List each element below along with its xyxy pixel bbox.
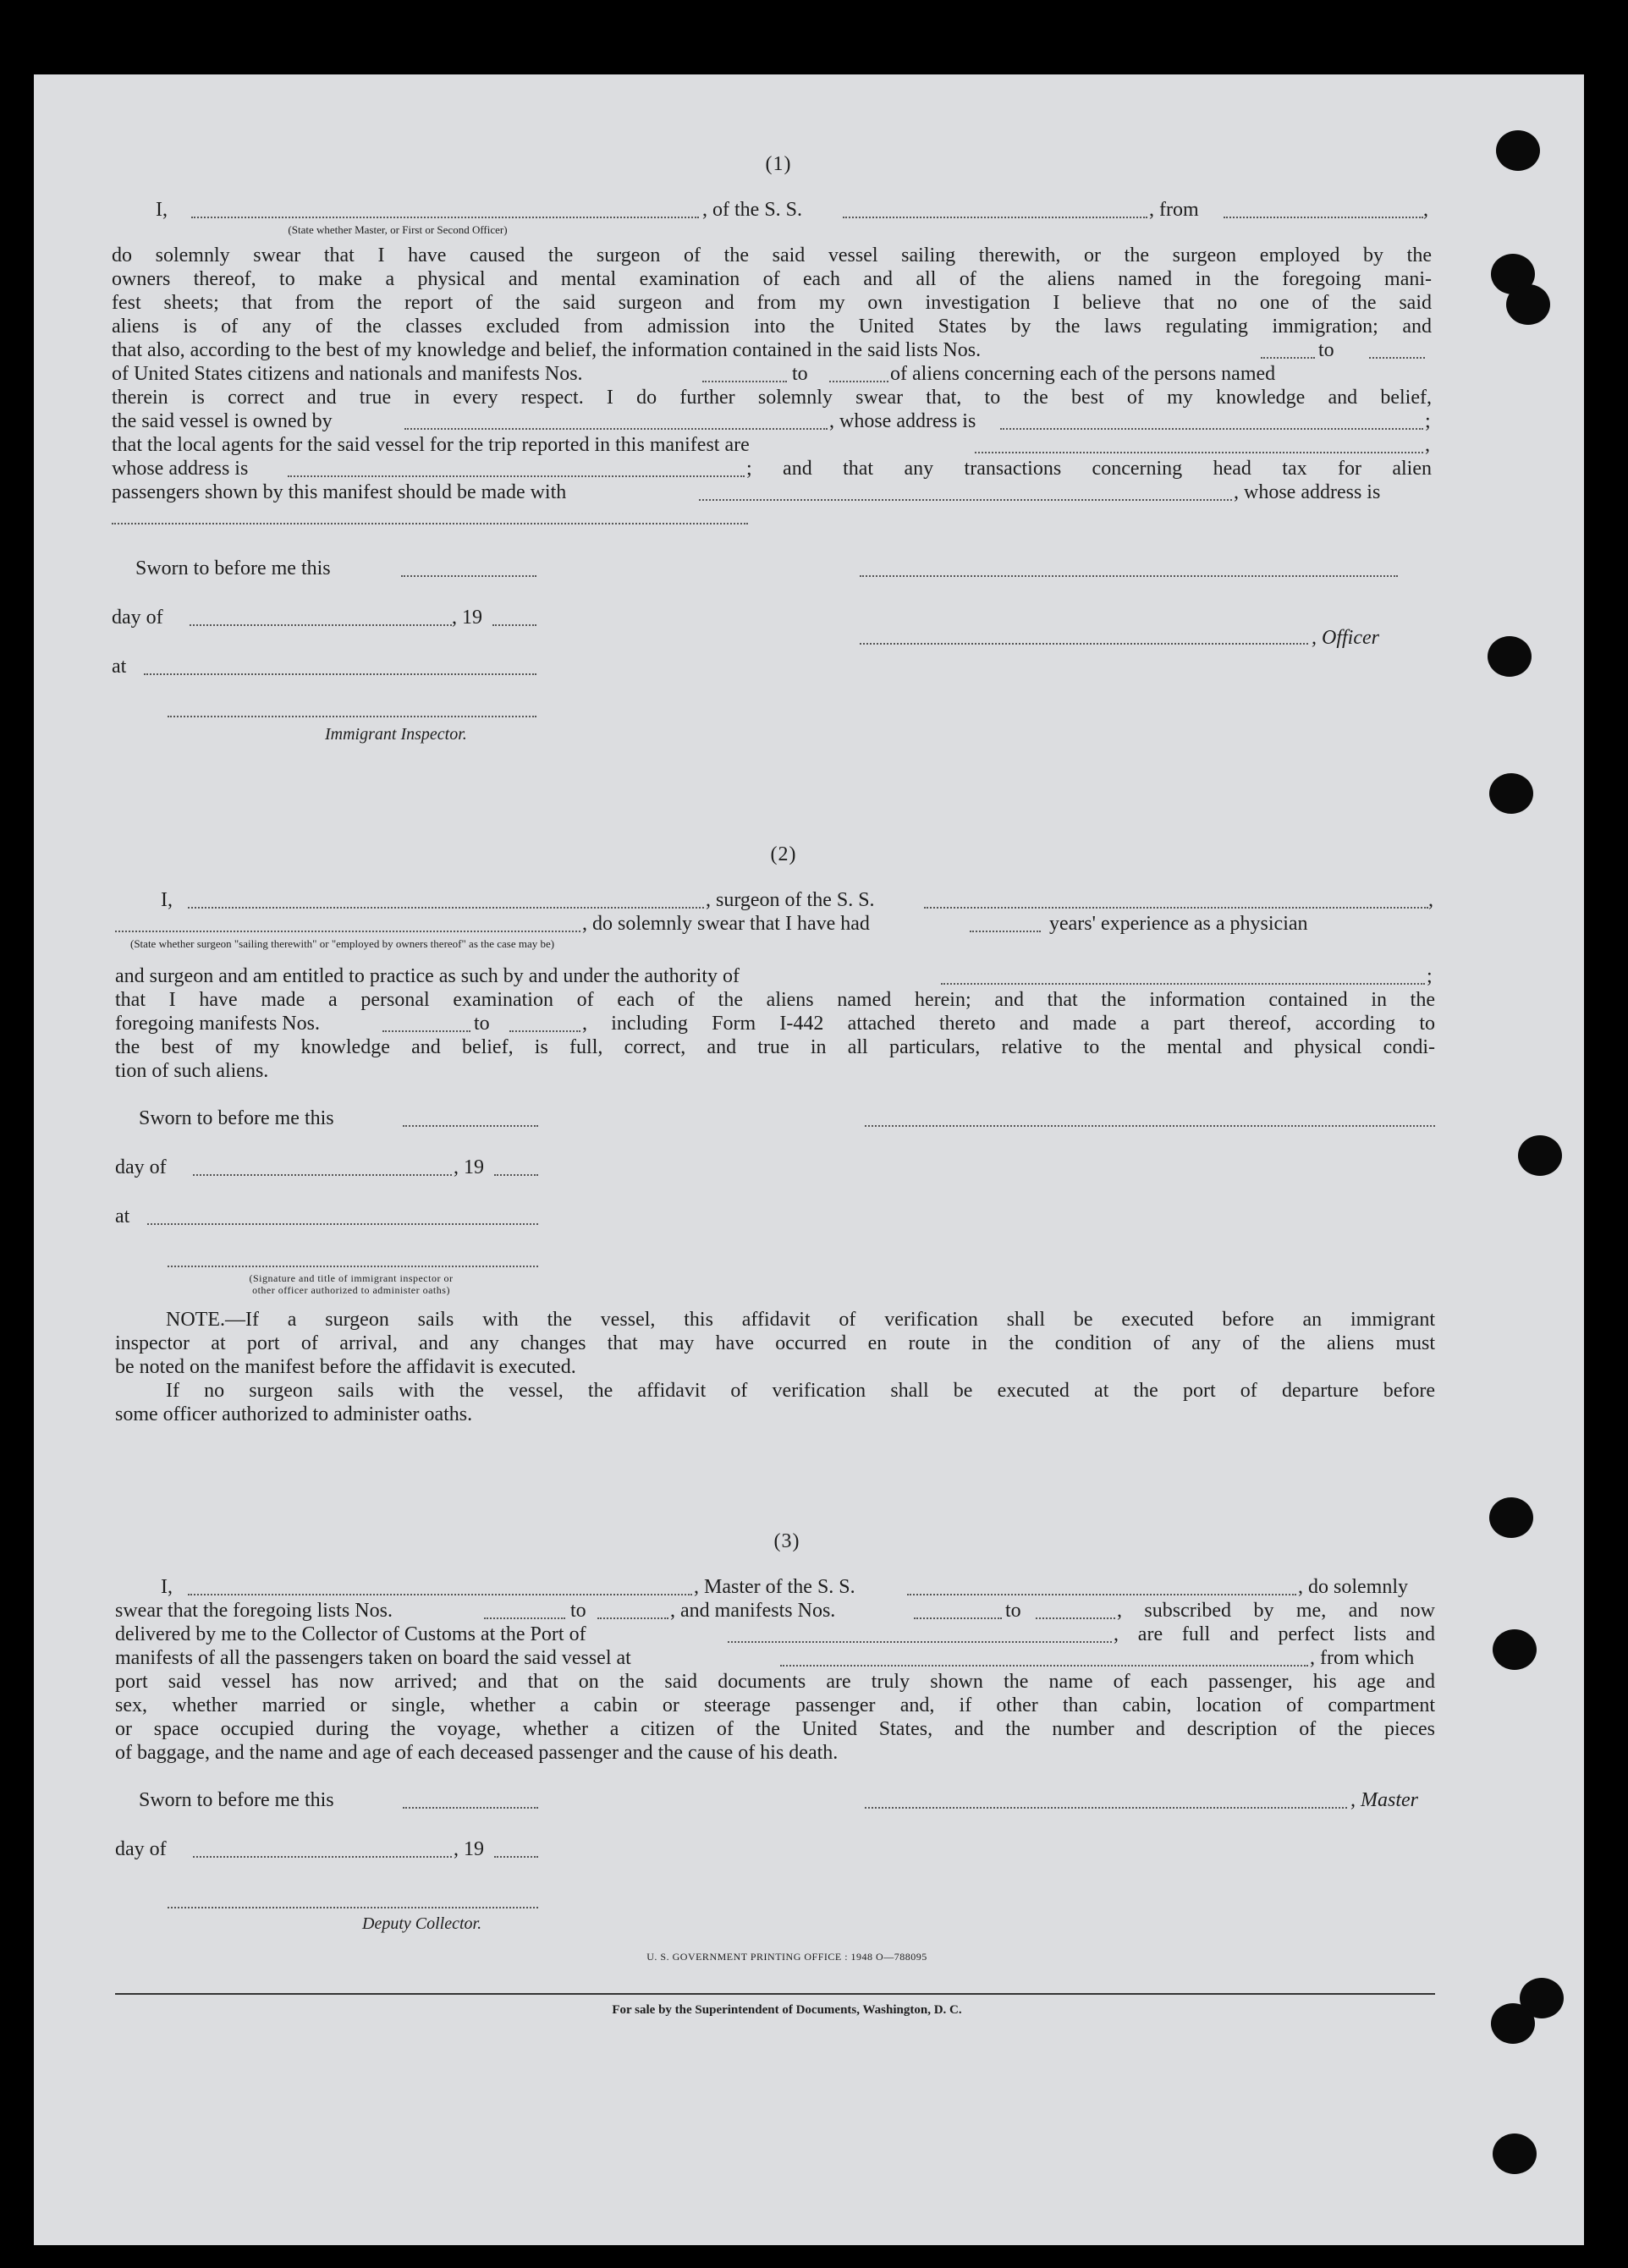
- note-line: inspector at port of arrival, and any changes that may have occurred en route in the condition of any of the aliens must: [115, 1332, 1435, 1354]
- blank-ship-name: [843, 217, 1147, 218]
- section-1-body-line: owners thereof, to make a physical and mental examination of each and all of the aliens named in the foregoing mani-: [112, 268, 1432, 290]
- text: whose address is: [112, 458, 249, 480]
- text: , subscribed by me, and now: [1117, 1600, 1435, 1622]
- section-1-body-line: aliens is of any of the classes excluded from admission into the United States by the laws regulating immigration; and: [112, 316, 1432, 338]
- text: Sworn to before me this: [139, 1107, 334, 1129]
- blank-sworn-date: [403, 1807, 538, 1809]
- section-1-number: (1): [765, 153, 792, 175]
- signature-note: other officer authorized to administer oaths): [252, 1284, 450, 1296]
- note-line: If no surgeon sails with the vessel, the affidavit of verification shall be executed at the port of departure before: [166, 1380, 1435, 1402]
- text: at: [112, 656, 127, 678]
- officer-rank-note: (State whether Master, or First or Second Officer): [288, 223, 508, 236]
- blank-year: [494, 1856, 538, 1858]
- blank-master-name: [188, 1594, 692, 1595]
- text: , and manifests Nos.: [670, 1600, 836, 1622]
- blank-day-month: [190, 624, 452, 626]
- blank-year: [492, 624, 536, 626]
- surgeon-status-note: (State whether surgeon "sailing therewith" or "employed by owners thereof" as the case may be): [130, 937, 555, 950]
- blank-surgeon-manifest-to: [509, 1030, 580, 1032]
- text: Immigrant Inspector.: [325, 725, 467, 744]
- text: delivered by me to the Collector of Customs at the Port of: [115, 1623, 586, 1645]
- text: , from: [1149, 199, 1199, 221]
- section-2-body-line: tion of such aliens.: [115, 1060, 269, 1082]
- printing-office-imprint: U. S. GOVERNMENT PRINTING OFFICE : 1948 O—788095: [646, 1951, 927, 1963]
- text: to: [1005, 1600, 1021, 1622]
- blank-manifest-from: [702, 381, 787, 382]
- blank-sworn-date: [403, 1125, 538, 1127]
- text: to: [570, 1600, 586, 1622]
- text: , Master: [1350, 1789, 1418, 1811]
- blank-sworn-date: [401, 575, 536, 577]
- text: of United States citizens and nationals and manifests Nos.: [112, 363, 583, 385]
- note-line: some officer authorized to administer oaths.: [115, 1403, 473, 1425]
- section-1-body-line: fest sheets; that from the report of the said surgeon and from my own investigation I believe that no one of the said: [112, 292, 1432, 314]
- section-3-body-line: port said vessel has now arrived; and that on the said documents are truly shown the name of each passenger, his age and: [115, 1671, 1435, 1693]
- text: I,: [156, 199, 168, 221]
- note-line: be noted on the manifest before the affidavit is executed.: [115, 1356, 576, 1378]
- punch-hole: [1496, 130, 1540, 171]
- text: ;: [1427, 965, 1433, 987]
- text: to: [792, 363, 808, 385]
- blank-manifests-to: [1036, 1617, 1115, 1619]
- text: I,: [161, 1576, 173, 1598]
- text: years' experience as a physician: [1049, 913, 1308, 935]
- blank-day-month: [193, 1856, 452, 1858]
- text: ,: [1423, 199, 1428, 221]
- text: passengers shown by this manifest should be made with: [112, 481, 567, 503]
- text: day of: [115, 1838, 167, 1860]
- section-1-body-line: therein is correct and true in every respect. I do further solemnly swear that, to the best of my knowledge and belief,: [112, 387, 1432, 409]
- section-3-body-line: sex, whether married or single, whether a cabin or steerage passenger and, if other than cabin, location of compartment: [115, 1694, 1435, 1716]
- text: ; and that any transactions concerning head tax for alien: [746, 458, 1432, 480]
- blank-port: [728, 1641, 1112, 1643]
- punch-hole: [1489, 1497, 1533, 1538]
- text: , do solemnly swear that I have had: [582, 913, 870, 935]
- blank-officer-title: [860, 643, 1308, 645]
- signature-note: (Signature and title of immigrant inspector or: [249, 1272, 454, 1284]
- text: day of: [112, 607, 163, 629]
- blank-lists-to: [597, 1617, 668, 1619]
- section-3-body-line: of baggage, and the name and age of each deceased passenger and the cause of his death.: [115, 1742, 839, 1764]
- blank-master-ship: [907, 1594, 1296, 1595]
- text: ;: [1425, 410, 1431, 432]
- blank-place: [147, 1223, 538, 1225]
- punch-hole: [1488, 636, 1532, 677]
- text: ,: [1428, 889, 1433, 911]
- punch-hole: [1489, 773, 1533, 814]
- text: Deputy Collector.: [362, 1914, 482, 1933]
- text: at: [115, 1205, 130, 1227]
- blank-owner: [404, 428, 828, 430]
- blank-surgeon-status: [115, 931, 580, 932]
- text: , of the S. S.: [702, 199, 803, 221]
- section-2-number: (2): [770, 843, 797, 865]
- form-page: [34, 74, 1584, 2245]
- text: swear that the foregoing lists Nos.: [115, 1600, 393, 1622]
- text: , from which: [1310, 1647, 1415, 1669]
- text: manifests of all the passengers taken on board the said vessel at: [115, 1647, 631, 1669]
- blank-years: [970, 931, 1041, 932]
- punch-hole: [1493, 2133, 1537, 2174]
- blank-boarding-port: [780, 1665, 1308, 1667]
- punch-hole: [1518, 1135, 1562, 1176]
- text: and surgeon and am entitled to practice as such by and under the authority of: [115, 965, 740, 987]
- blank-inspector-signature: [168, 1266, 538, 1267]
- text: to: [474, 1013, 490, 1035]
- punch-hole: [1493, 1629, 1537, 1670]
- section-1-body-line: do solemnly swear that I have caused the surgeon of the said vessel sailing therewith, or the surgeon employed by the: [112, 244, 1432, 266]
- text: of aliens concerning each of the persons named: [890, 363, 1276, 385]
- text: , Officer: [1312, 627, 1379, 649]
- text: the said vessel is owned by: [112, 410, 333, 432]
- punch-hole: [1491, 2003, 1535, 2044]
- blank-officer-name: [191, 217, 699, 218]
- text: , whose address is: [1234, 481, 1381, 503]
- blank-from: [1224, 217, 1423, 218]
- footer-rule: [115, 1993, 1435, 1995]
- text: to: [1318, 339, 1334, 361]
- text: ,: [1425, 434, 1430, 456]
- blank-surgeon-name: [188, 907, 704, 909]
- text: , 19: [454, 1156, 484, 1178]
- text: , do solemnly: [1298, 1576, 1408, 1598]
- blank-owner-address: [1000, 428, 1423, 430]
- blank-year: [494, 1174, 538, 1176]
- text: that also, according to the best of my knowledge and belief, the information contained in the said lists Nos.: [112, 339, 982, 361]
- text: , surgeon of the S. S.: [706, 889, 875, 911]
- blank-local-agents: [975, 452, 1423, 453]
- blank-place: [144, 673, 536, 675]
- text: , 19: [452, 607, 482, 629]
- section-3-number: (3): [773, 1530, 800, 1552]
- blank-head-tax-party: [699, 499, 1232, 501]
- blank-master-signature: [865, 1807, 1347, 1809]
- blank-surgeon-ship: [924, 907, 1428, 909]
- text: , Master of the S. S.: [694, 1576, 855, 1598]
- text: foregoing manifests Nos.: [115, 1013, 320, 1035]
- text: that the local agents for the said vessel for the trip reported in this manifest are: [112, 434, 750, 456]
- blank-agents-address: [288, 475, 745, 477]
- blank-manifests-from: [914, 1617, 1002, 1619]
- blank-list-from: [1261, 357, 1315, 359]
- text: Sworn to before me this: [135, 557, 331, 579]
- section-2-body-line: that I have made a personal examination of each of the aliens named herein; and that the information contained in the: [115, 989, 1435, 1011]
- blank-day-month: [193, 1174, 452, 1176]
- text: day of: [115, 1156, 167, 1178]
- text: Sworn to before me this: [139, 1789, 334, 1811]
- blank-surgeon-signature: [865, 1125, 1435, 1127]
- text: , are full and perfect lists and: [1114, 1623, 1435, 1645]
- blank-officer-signature: [860, 575, 1398, 577]
- blank-inspector-signature: [168, 716, 536, 717]
- blank-authority: [941, 983, 1425, 985]
- blank-manifest-to: [829, 381, 888, 382]
- blank-deputy-signature: [168, 1907, 538, 1908]
- blank-head-tax-address: [112, 523, 748, 524]
- note-line: NOTE.—If a surgeon sails with the vessel, this affidavit of verification shall be executed before an immigrant: [166, 1309, 1435, 1331]
- blank-list-to: [1369, 357, 1425, 359]
- section-3-body-line: or space occupied during the voyage, whether a citizen of the United States, and the number and description of the pieces: [115, 1718, 1435, 1740]
- text: , 19: [454, 1838, 484, 1860]
- punch-hole: [1506, 284, 1550, 325]
- text: , whose address is: [829, 410, 976, 432]
- text: , including Form I-442 attached thereto and made a part thereof, according to: [582, 1013, 1435, 1035]
- section-2-body-line: the best of my knowledge and belief, is full, correct, and true in all particulars, relative to the mental and physical condi-: [115, 1036, 1435, 1058]
- blank-lists-from: [484, 1617, 565, 1619]
- blank-surgeon-manifest-from: [382, 1030, 470, 1032]
- sale-notice: For sale by the Superintendent of Documents, Washington, D. C.: [612, 2003, 962, 2017]
- text: I,: [161, 889, 173, 911]
